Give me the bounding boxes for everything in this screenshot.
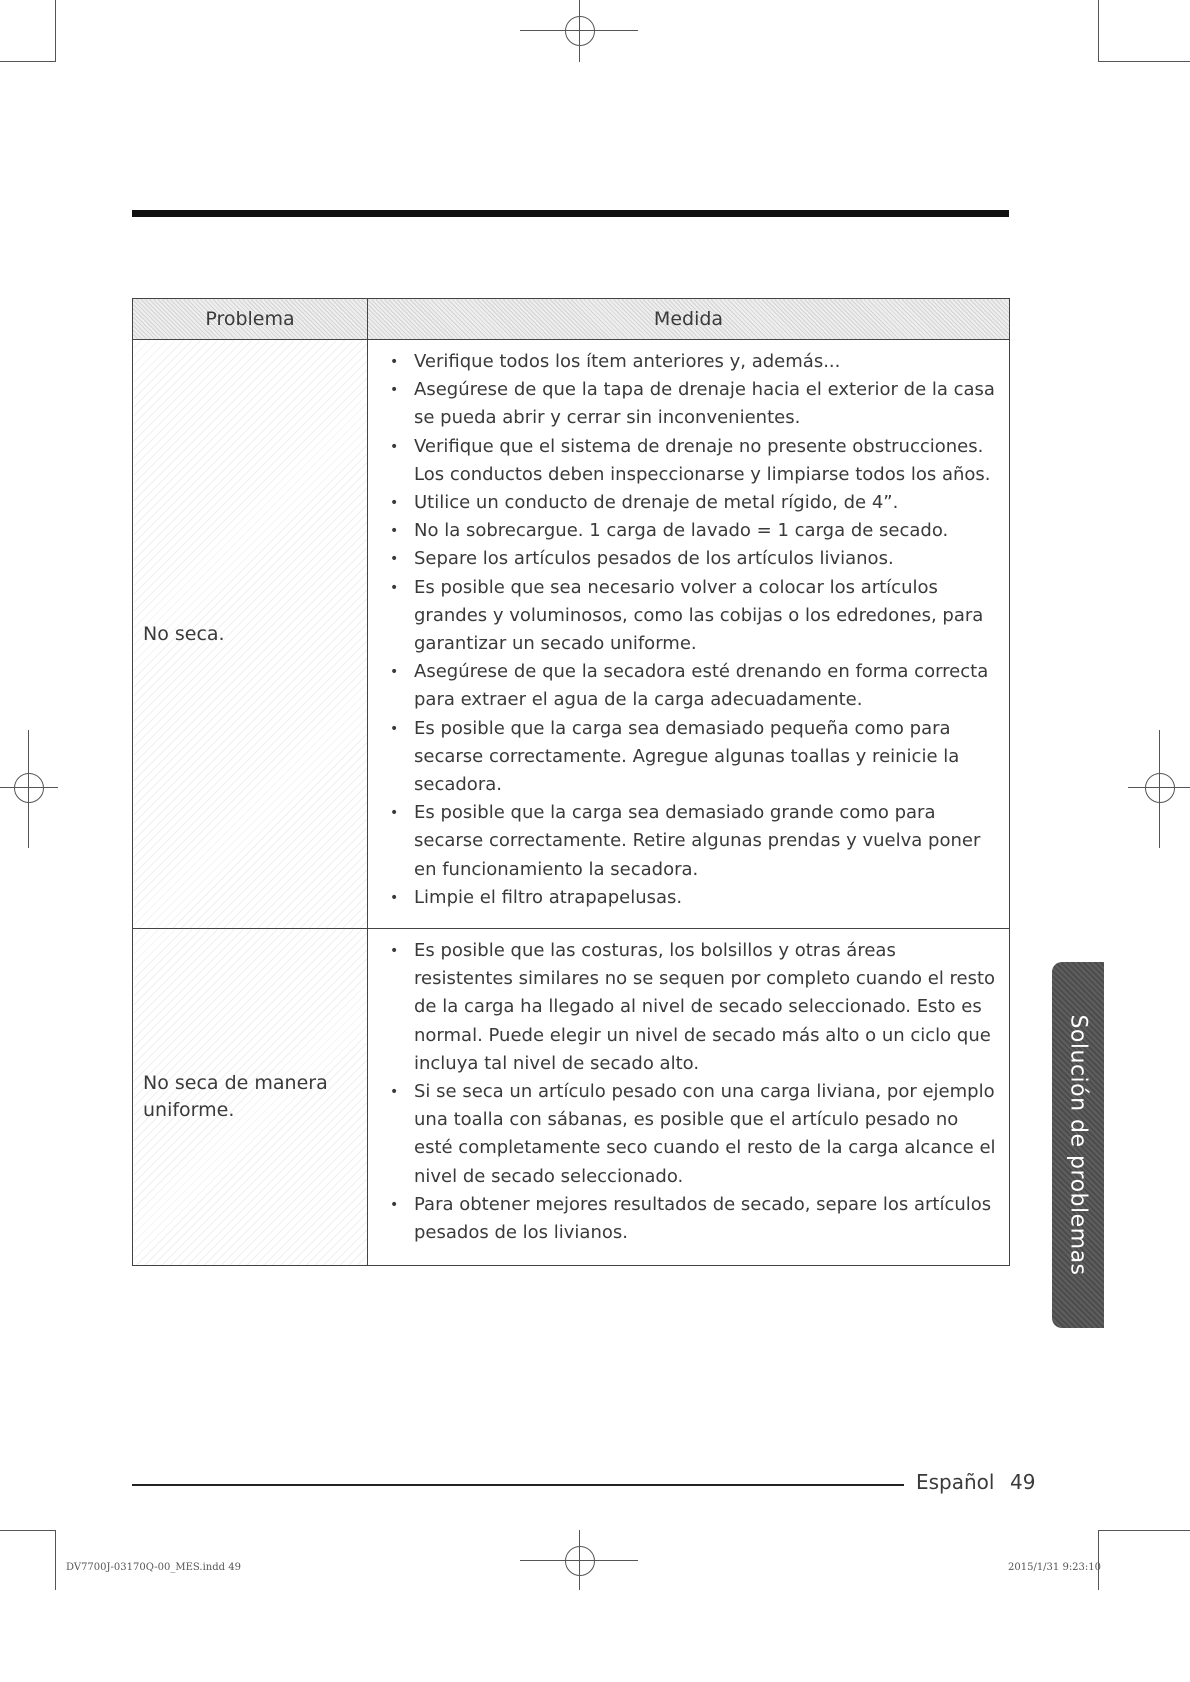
list-item: • Es posible que la carga sea demasiado grande como para secarse correctamente. Retire algunas prendas y vuelva poner en funcionamiento la secadora.: [382, 799, 999, 884]
table-row: [133, 929, 1010, 1266]
list-item: • Verifique todos los ítem anteriores y, además...: [382, 348, 999, 376]
section-side-tab: [1052, 962, 1104, 1328]
list-item: • Es posible que las costuras, los bolsillos y otras áreas resistentes similares no se sequen por completo cuando el resto de la carga ha llegado al nivel de secado seleccionado. Esto es normal. Puede elegir un nivel de secado más alto o un ciclo que incluya tal nivel de secado alto.: [382, 937, 999, 1078]
list-item: • No la sobrecargue. 1 carga de lavado = 1 carga de secado.: [382, 517, 999, 545]
list-item: • Separe los artículos pesados de los artículos livianos.: [382, 545, 999, 573]
list-item: • Limpie el filtro atrapapelusas.: [382, 884, 999, 912]
crop-mark: [1098, 61, 1190, 62]
page-number: 49: [1010, 1470, 1036, 1494]
crop-mark: [0, 1530, 56, 1531]
list-item: • Asegúrese de que la tapa de drenaje hacia el exterior de la casa se pueda abrir y cerrar sin inconvenientes.: [382, 376, 999, 432]
list-item: • Utilice un conducto de drenaje de metal rígido, de 4”.: [382, 489, 999, 517]
crop-mark: [1098, 0, 1099, 62]
list-item: • Asegúrese de que la secadora esté drenando en forma correcta para extraer el agua de la carga adecuadamente.: [382, 658, 999, 714]
measure-list: [382, 937, 999, 1247]
troubleshooting-table: [132, 298, 1010, 1266]
table-header-row: [133, 299, 1010, 340]
crop-mark: [1098, 1530, 1099, 1590]
problem-cell: No seca de manera uniforme.: [133, 929, 368, 1266]
header-problem: Problema: [133, 299, 368, 340]
measure-cell: [368, 340, 1010, 929]
footer-language: Español: [916, 1470, 995, 1494]
print-date: 2015/1/31 9:23:10: [1008, 1562, 1102, 1573]
crop-mark: [1098, 1530, 1190, 1531]
measure-list: [382, 348, 999, 912]
crop-mark: [0, 61, 56, 62]
list-item: • Es posible que la carga sea demasiado pequeña como para secarse correctamente. Agregue algunas toallas y reinicie la secadora.: [382, 715, 999, 800]
print-filename: DV7700J-03170Q-00_MES.indd 49: [66, 1562, 241, 1573]
list-item: • Si se seca un artículo pesado con una carga liviana, por ejemplo una toalla con sábanas, es posible que el artículo pesado no esté completamente seco cuando el resto de la carga alcance el nivel de secado seleccionado.: [382, 1078, 999, 1191]
problem-cell: No seca.: [133, 340, 368, 929]
crop-mark: [55, 1530, 56, 1590]
footer-rule: [132, 1484, 904, 1486]
top-rule: [132, 210, 1009, 217]
header-measure: Medida: [368, 299, 1010, 340]
measure-cell: [368, 929, 1010, 1266]
list-item: • Para obtener mejores resultados de secado, separe los artículos pesados de los livianos.: [382, 1191, 999, 1247]
crop-mark: [55, 0, 56, 62]
side-tab-label: Solución de problemas: [1065, 1014, 1091, 1276]
list-item: • Es posible que sea necesario volver a colocar los artículos grandes y voluminosos, como las cobijas o los edredones, para garantizar un secado uniforme.: [382, 574, 999, 659]
list-item: • Verifique que el sistema de drenaje no presente obstrucciones. Los conductos deben inspeccionarse y limpiarse todos los años.: [382, 433, 999, 489]
table-row: [133, 340, 1010, 929]
